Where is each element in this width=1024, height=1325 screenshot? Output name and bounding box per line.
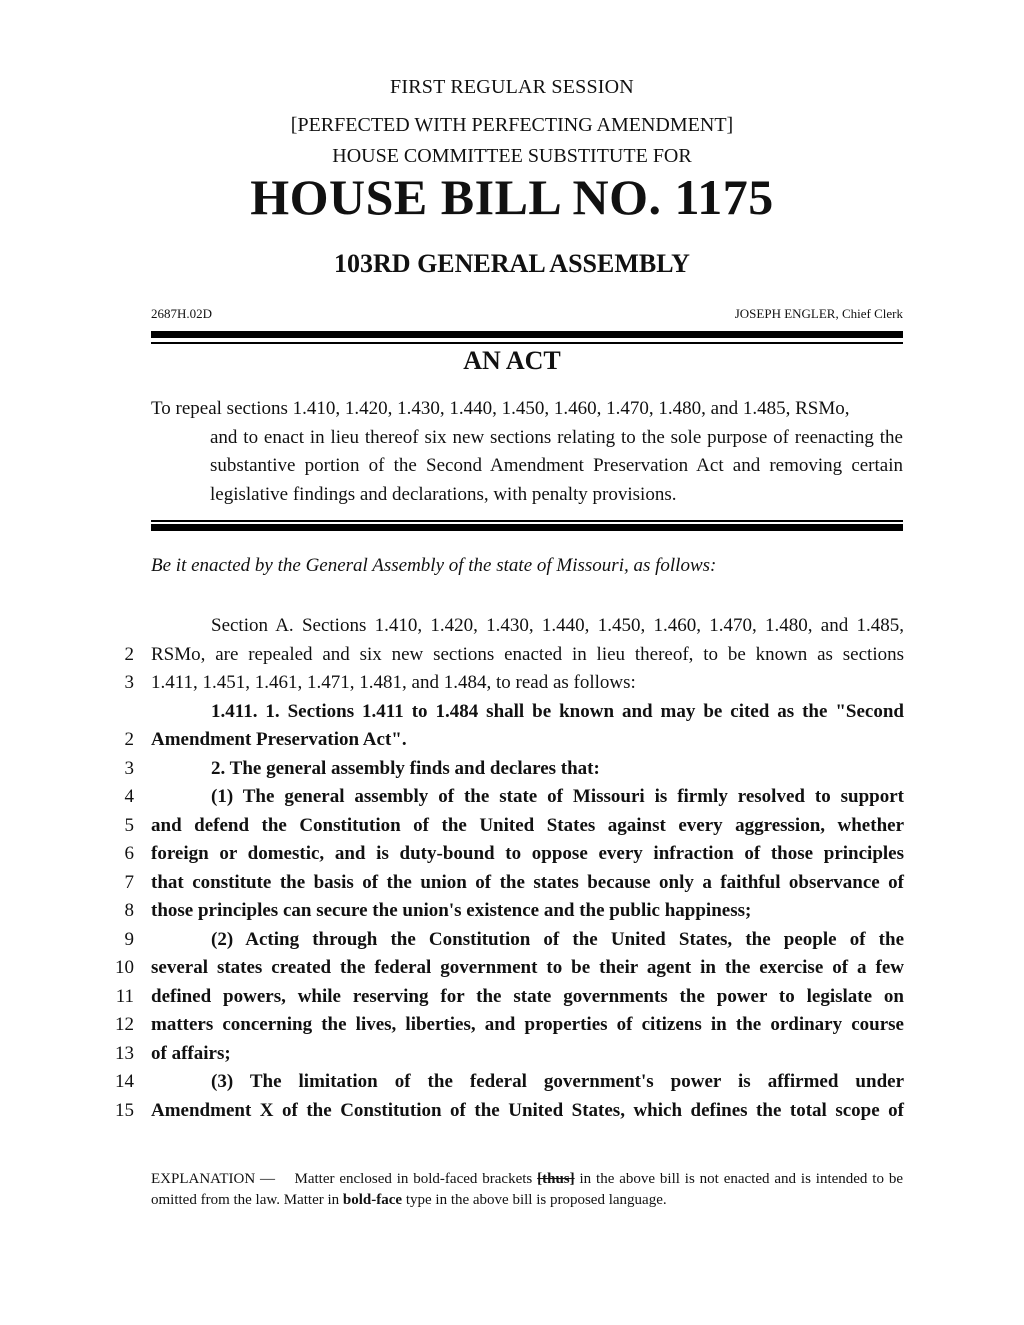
line-number: 4 xyxy=(124,786,134,807)
line-text: 2. The general assembly finds and declares that: xyxy=(211,757,600,779)
session-heading: FIRST REGULAR SESSION xyxy=(390,76,634,98)
line-text: (1) The general assembly of the state of Missouri is firmly resolved to support xyxy=(211,786,904,807)
line-text: Amendment X of the Constitution of the United States, which defines the total scope of xyxy=(151,1099,904,1121)
line-number: 2 xyxy=(124,729,134,750)
top-rule-thin xyxy=(151,342,903,344)
bill-line xyxy=(0,954,1024,983)
bill-line xyxy=(0,755,1024,784)
bill-line xyxy=(0,840,1024,869)
substitute-heading: HOUSE COMMITTEE SUBSTITUTE FOR xyxy=(332,145,692,167)
line-text: several states created the federal government to be their agent in the exercise of a few xyxy=(151,957,904,978)
line-text: those principles can secure the union's existence and the public happiness; xyxy=(151,900,752,921)
line-number: 15 xyxy=(115,1099,134,1121)
line-number: 3 xyxy=(124,672,134,693)
line-number: 12 xyxy=(115,1014,134,1035)
bill-line xyxy=(0,698,1024,727)
act-heading: AN ACT xyxy=(463,346,561,375)
explanation-label: EXPLANATION — xyxy=(151,1171,276,1187)
act-title-body: and to enact in lieu thereof six new sections relating to the sole purpose of reenacting the substantive portion of the Second Amendment Preservation Act and removing certain legislative findings and declarations, with penalty provisions. xyxy=(210,426,903,505)
bill-line xyxy=(0,812,1024,841)
bracket-example: [thus] xyxy=(537,1171,575,1187)
explanation-text-3: type in the above bill is proposed language. xyxy=(405,1192,667,1208)
explanation-text-1: Matter enclosed in bold-faced brackets xyxy=(294,1171,533,1187)
bill-line xyxy=(0,726,1024,755)
line-number: 9 xyxy=(124,928,134,950)
bill-line xyxy=(0,1097,1024,1126)
line-number: 3 xyxy=(124,757,134,779)
line-text: foreign or domestic, and is duty-bound to oppose every infraction of those principles xyxy=(151,843,904,864)
enacting-clause: Be it enacted by the General Assembly of the state of Missouri, as follows: xyxy=(151,555,717,576)
act-title-first-line: To repeal sections 1.410, 1.420, 1.430, 1.440, 1.450, 1.460, 1.470, 1.480, and 1.485, RSMo, xyxy=(151,398,850,419)
assembly-heading: 103RD GENERAL ASSEMBLY xyxy=(334,249,690,278)
line-text: (3) The limitation of the federal government's power is affirmed under xyxy=(211,1071,904,1092)
explanation-note xyxy=(151,1169,903,1211)
line-number: 7 xyxy=(124,871,134,893)
line-text: Amendment Preservation Act". xyxy=(151,729,407,750)
bill-line xyxy=(0,897,1024,926)
bill-line xyxy=(0,1068,1024,1097)
line-number: 6 xyxy=(124,843,134,864)
line-number: 2 xyxy=(124,643,134,665)
line-text: 1.411, 1.451, 1.461, 1.471, 1.481, and 1.484, to read as follows: xyxy=(151,672,636,693)
bill-line xyxy=(0,1040,1024,1069)
bill-line xyxy=(0,983,1024,1012)
bill-title: HOUSE BILL NO. 1175 xyxy=(250,169,774,225)
boldface-example: bold-face xyxy=(342,1192,403,1208)
line-number: 5 xyxy=(124,814,134,836)
bill-line xyxy=(0,869,1024,898)
chief-clerk: JOSEPH ENGLER, Chief Clerk xyxy=(734,306,903,321)
line-number: 11 xyxy=(115,985,134,1007)
line-text: matters concerning the lives, liberties, and properties of citizens in the ordinary course xyxy=(151,1014,904,1035)
bill-line xyxy=(0,926,1024,955)
top-rule-thick xyxy=(151,331,903,338)
explanation-text-2: in the above bill is not enacted and is intended to be omitted from the law. Matter in xyxy=(151,1171,903,1208)
line-text: that constitute the basis of the union of the states because only a faithful observance of xyxy=(151,871,904,893)
bottom-rule-thin xyxy=(151,520,903,522)
bill-line xyxy=(0,641,1024,670)
line-text: defined powers, while reserving for the state governments the power to legislate on xyxy=(151,985,904,1007)
bill-line xyxy=(0,669,1024,698)
perfected-heading: [PERFECTED WITH PERFECTING AMENDMENT] xyxy=(290,114,734,136)
line-number: 14 xyxy=(115,1071,134,1092)
line-text: (2) Acting through the Constitution of the United States, the people of the xyxy=(211,928,904,950)
line-text: 1.411. 1. Sections 1.411 to 1.484 shall be known and may be cited as the "Second xyxy=(211,700,904,722)
line-number: 8 xyxy=(124,900,134,921)
line-text: and defend the Constitution of the United States against every aggression, whether xyxy=(151,814,904,836)
line-text: of affairs; xyxy=(151,1042,231,1064)
document-id: 2687H.02D xyxy=(151,306,213,321)
act-title xyxy=(151,395,903,509)
bill-line xyxy=(0,783,1024,812)
line-number: 13 xyxy=(115,1042,134,1064)
line-number: 10 xyxy=(115,957,134,978)
bill-line xyxy=(0,1011,1024,1040)
bill-line xyxy=(0,612,1024,641)
bottom-rule-thick xyxy=(151,524,903,531)
line-text: RSMo, are repealed and six new sections enacted in lieu thereof, to be known as sections xyxy=(151,643,904,665)
bill-body xyxy=(0,612,1024,1125)
line-text: Section A. Sections 1.410, 1.420, 1.430, 1.440, 1.450, 1.460, 1.470, 1.480, and 1.485, xyxy=(211,615,904,636)
